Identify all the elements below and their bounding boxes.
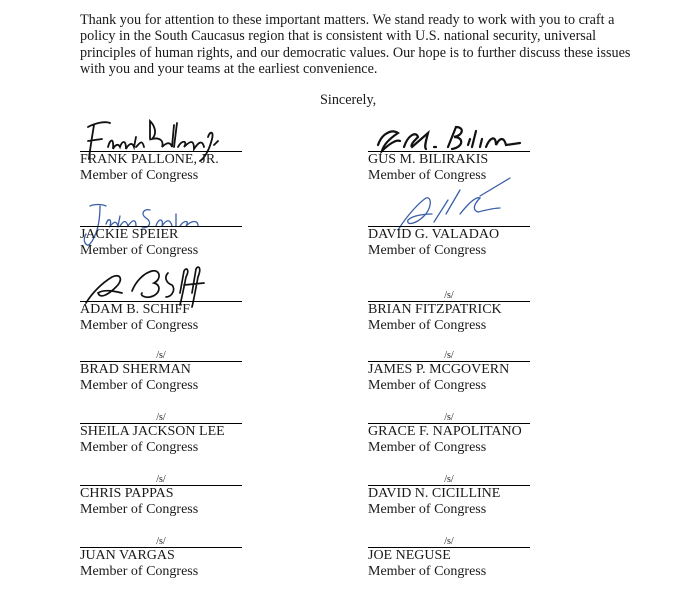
signature-mark: /s/ — [444, 290, 454, 301]
signatory-title: Member of Congress — [368, 502, 487, 517]
signatory-title: Member of Congress — [80, 564, 199, 579]
signatory-title: Member of Congress — [80, 168, 199, 183]
signatory-name: DAVID N. CICILLINE — [368, 486, 501, 501]
signature-mark: /s/ — [156, 350, 166, 361]
signatory-title: Member of Congress — [80, 318, 199, 333]
signature-mark: /s/ — [156, 536, 166, 547]
signatory-name: JOE NEGUSE — [368, 548, 451, 563]
signature-mark: /s/ — [444, 536, 454, 547]
signatory-name: JAMES P. MCGOVERN — [368, 362, 510, 377]
signatory-name: FRANK PALLONE, JR. — [80, 152, 219, 167]
signatory-name: ADAM B. SCHIFF — [80, 302, 191, 317]
signature-mark: /s/ — [444, 474, 454, 485]
signatory-title: Member of Congress — [368, 168, 487, 183]
closing-salutation: Sincerely, — [320, 92, 377, 108]
signatory-name: BRIAN FITZPATRICK — [368, 302, 502, 317]
signatory-title: Member of Congress — [368, 440, 487, 455]
signatory-name: GUS M. BILIRAKIS — [368, 152, 489, 167]
signatory-name: SHEILA JACKSON LEE — [80, 424, 225, 439]
letter-paragraph: Thank you for attention to these important matters. We stand ready to work with you to craft a policy in the South Caucasus region that is consistent with U.S. national security, universal principles of human rights, and our democratic values. Our hope is to further discuss these issues with you and your teams at the earliest convenience. — [80, 12, 631, 77]
signatory-name: JACKIE SPEIER — [80, 227, 179, 242]
signature-mark: /s/ — [444, 350, 454, 361]
signatory-name: GRACE F. NAPOLITANO — [368, 424, 522, 439]
signature-mark: /s/ — [156, 474, 166, 485]
signatory-name: JUAN VARGAS — [80, 548, 175, 563]
signatory-title: Member of Congress — [80, 378, 199, 393]
signature-mark: /s/ — [444, 412, 454, 423]
signatory-title: Member of Congress — [368, 318, 487, 333]
signatory-title: Member of Congress — [368, 564, 487, 579]
signatory-name: CHRIS PAPPAS — [80, 486, 174, 501]
signatory-name: DAVID G. VALADAO — [368, 227, 500, 242]
signature-mark: /s/ — [156, 412, 166, 423]
signatory-title: Member of Congress — [80, 502, 199, 517]
signatory-title: Member of Congress — [368, 243, 487, 258]
signatory-title: Member of Congress — [80, 440, 199, 455]
signatory-name: BRAD SHERMAN — [80, 362, 191, 377]
signatory-title: Member of Congress — [80, 243, 199, 258]
signatory-title: Member of Congress — [368, 378, 487, 393]
